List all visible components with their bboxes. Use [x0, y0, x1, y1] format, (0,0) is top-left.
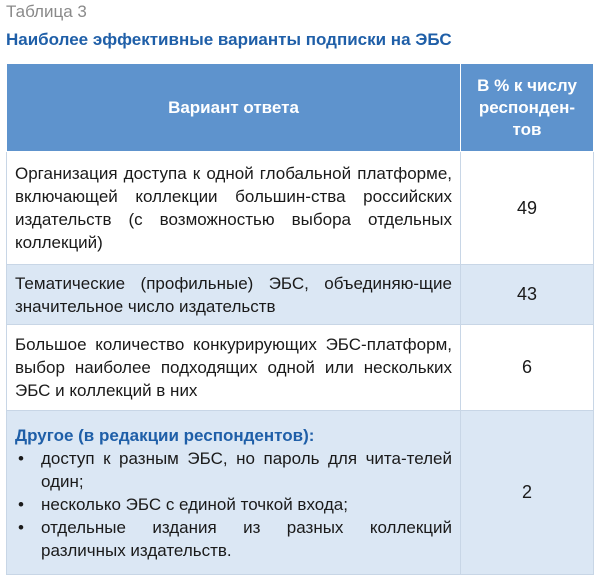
table-title: Наиболее эффективные варианты подписки на ЭБС [6, 30, 452, 49]
other-list [15, 447, 452, 562]
row-text: Тематические (профильные) ЭБС, объединяю-щие значительное число издательств [7, 265, 461, 325]
list-item-text: отдельные издания из разных коллекций различных издательств. [41, 517, 452, 560]
header-percent: В % к числу респонден-тов [461, 64, 594, 152]
list-item-text: доступ к разным ЭБС, но пароль для чита-телей один; [41, 448, 452, 491]
table-row [7, 152, 594, 265]
row-value: 49 [461, 152, 594, 265]
list-item-text: несколько ЭБС с единой точкой входа; [41, 494, 348, 514]
row-text: Организация доступа к одной глобальной платформе, включающей коллекции большин-ства российских издательств (с возможностью выбора отдельных коллекций) [7, 152, 461, 265]
list-item [15, 493, 452, 516]
survey-table [6, 63, 594, 575]
row-value: 43 [461, 265, 594, 325]
table-row-other [7, 411, 594, 575]
table-row [7, 265, 594, 325]
row-text: Большое количество конкурирующих ЭБС-платформ, выбор наиболее подходящих одной или нескольких ЭБС и коллекций в них [7, 325, 461, 411]
bullet-icon: • [18, 494, 24, 514]
other-heading: Другое (в редакции респондентов): [15, 425, 315, 445]
bullet-icon: • [18, 448, 24, 468]
row-value: 6 [461, 325, 594, 411]
bullet-icon: • [18, 517, 24, 537]
list-item [15, 447, 452, 493]
other-cell [7, 411, 461, 575]
list-item [15, 516, 452, 562]
table-caption: Таблица 3 [6, 2, 87, 21]
header-option: Вариант ответа [7, 64, 461, 152]
row-value: 2 [461, 411, 594, 575]
header-row [7, 64, 594, 152]
table-row [7, 325, 594, 411]
